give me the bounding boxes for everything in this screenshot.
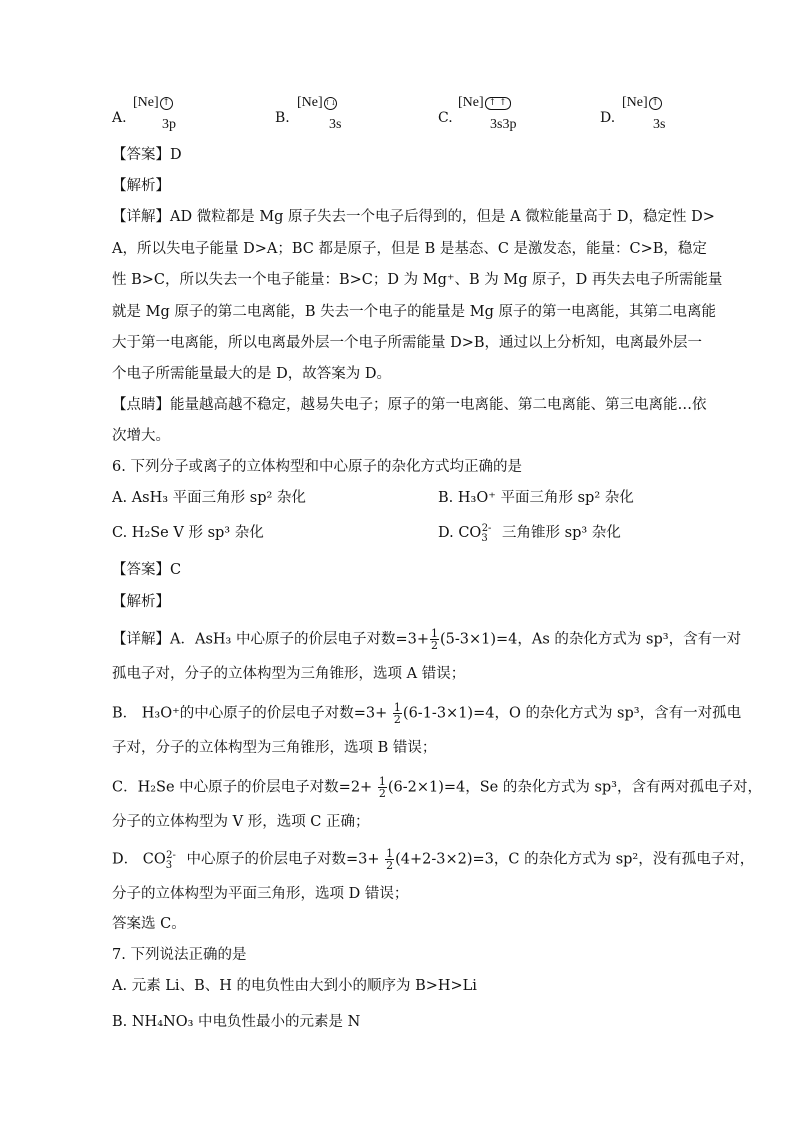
electron-box: ↑ [649,97,662,110]
carbonate-charge: 2- [481,523,492,535]
q5-answer: 【答案】D [112,147,182,163]
q6-detail-a-suffix: (5-3×1)=4，As 的杂化方式为 sp³，含有一对 [439,631,742,648]
orbital-option-a-letter: A. [112,110,127,126]
q6-option-b: B. H₃O⁺ 平面三角形 sp² 杂化 [438,490,634,506]
q6-detail-d-middle: 中心原子的价层电子对数=3+ [181,851,385,868]
q6-detail-c-suffix: (6-2×1)=4，Se 的杂化方式为 sp³，含有两对孤电子对， [387,779,762,796]
q5-analysis-heading: 【解析】 [112,178,170,194]
q5-detail-line: 个电子所需能量最大的是 D，故答案为 D。 [112,366,391,382]
orbital-option-a-subshell: 3p [162,117,176,132]
q6-detail-d-prefix: D． CO [112,851,166,868]
q6-detail-d-suffix: (4+2-3×2)=3，C 的杂化方式为 sp²，没有孤电子对， [395,851,755,868]
fraction-denominator: 2 [430,639,438,652]
fraction-half [385,848,394,871]
fraction-denominator: 2 [393,713,401,726]
orbital-option-c-letter: C. [438,110,453,126]
fraction-denominator: 2 [378,787,386,800]
q6-detail-b-line2: 子对，分子的立体构型为三角锥形，选项 B 错误； [112,740,437,756]
q6-detail-c-line2: 分子的立体构型为 V 形，选项 C 正确； [112,814,370,830]
q5-dianjing-line: 次增大。 [112,428,170,444]
orbital-core-label: [Ne] [133,95,159,110]
q6-detail-d-line2: 分子的立体构型为平面三角形，选项 D 错误； [112,886,409,902]
q6-stem: 6. 下列分子或离子的立体构型和中心原子的杂化方式均正确的是 [112,459,522,475]
orbital-option-c-diagram [458,96,511,110]
q6-option-d-prefix: D. CO [438,525,482,541]
q6-detail-c-line1 [112,776,762,799]
electron-box: ↑↓ [324,97,337,110]
q6-conclusion: 答案选 C。 [112,916,186,932]
fraction-numerator: 1 [430,627,438,640]
fraction-numerator: 1 [386,847,394,860]
q7-option-a: A. 元素 Li、B、H 的电负性由大到小的顺序为 B>H>Li [112,978,477,994]
q5-detail-line: 大于第一电离能，所以电离最外层一个电子所需能量 D>B，通过以上分析知，电离最外层一 [112,335,703,351]
fraction-denominator: 2 [386,859,394,872]
orbital-option-b-subshell: 3s [329,117,342,132]
orbital-option-b-letter: B. [275,110,290,126]
q5-dianjing-line: 【点睛】能量越高越不稳定，越易失电子；原子的第一电离能、第二电离能、第三电离能…依 [112,397,707,413]
orbital-option-d-diagram [622,96,662,110]
q6-detail-c-prefix: C．H₂Se 中心原子的价层电子对数=2+ [112,779,377,796]
fraction-half [393,702,402,725]
orbital-option-d-letter: D. [600,110,616,126]
q6-detail-b-prefix: B． H₃O⁺的中心原子的价层电子对数=3+ [112,705,392,722]
q7-stem: 7. 下列说法正确的是 [112,947,247,963]
q5-detail-line: 【详解】AD 微粒都是 Mg 原子失去一个电子后得到的，但是 A 微粒能量高于 D，稳定性 D> [112,209,715,225]
q6-option-c: C. H₂Se V 形 sp³ 杂化 [112,525,264,541]
fraction-numerator: 1 [378,775,386,788]
orbital-core-label: [Ne] [458,95,484,110]
q5-detail-line: 就是 Mg 原子的第二电离能，B 失去一个电子的能量是 Mg 原子的第一电离能，其第二电离能 [112,304,716,320]
q7-option-b: B. NH₄NO₃ 中电负性最小的元素是 N [112,1014,361,1030]
electron-box: ↑ [160,97,173,110]
q6-detail-a-line1 [112,628,741,651]
q5-detail-line: A，所以失电子能量 D>A；BC 都是原子，但是 B 是基态、C 是激发态，能量：C>B，稳定 [112,241,707,257]
carbonate-ion-charge [166,850,182,870]
orbital-core-label: [Ne] [622,95,648,110]
q6-detail-b-line1 [112,702,741,725]
orbital-option-d-subshell: 3s [653,117,666,132]
orbital-option-b-diagram [297,96,337,110]
q6-option-a: A. AsH₃ 平面三角形 sp² 杂化 [112,490,306,506]
orbital-core-label: [Ne] [297,95,323,110]
q6-answer: 【答案】C [112,562,182,578]
q6-analysis-heading: 【解析】 [112,594,170,610]
fraction-numerator: 1 [393,701,401,714]
q5-detail-line: 性 B>C，所以失去一个电子能量：B>C；D 为 Mg⁺、B 为 Mg 原子，D 再失去电子所需能量 [112,272,723,288]
fraction-half [430,628,439,651]
q6-detail-a-line2: 孤电子对，分子的立体构型为三角锥形，选项 A 错误； [112,666,466,682]
q6-detail-a-prefix: 【详解】A．AsH₃ 中心原子的价层电子对数=3+ [112,631,429,648]
carbonate-subscript: 3 [481,532,488,544]
carbonate-charge: 2- [166,849,176,861]
q6-option-d [438,523,621,543]
fraction-half [378,776,387,799]
q6-option-d-suffix: 三角锥形 sp³ 杂化 [497,525,621,541]
carbonate-ion-charge [481,523,497,543]
q6-detail-d-line1 [112,848,754,871]
orbital-option-c-subshell: 3s3p [490,117,517,132]
carbonate-subscript: 3 [165,859,173,871]
q6-detail-b-suffix: (6-1-3×1)=4，O 的杂化方式为 sp³，含有一对孤电 [402,705,742,722]
electron-box: ↑ ↑ [485,97,511,110]
orbital-option-a-diagram [133,96,173,110]
